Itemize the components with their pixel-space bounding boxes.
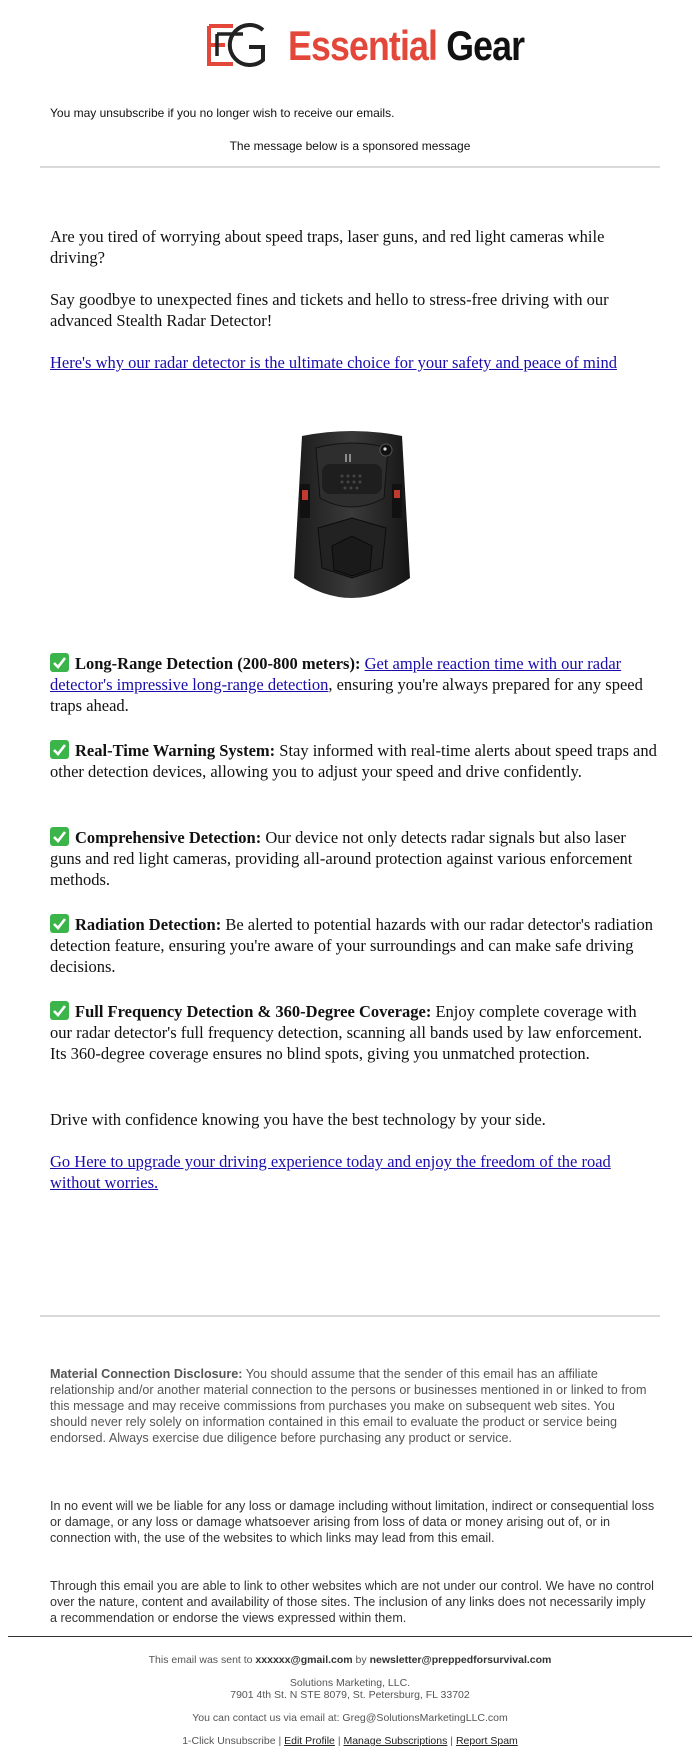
feature-text: , ensuring you're always prepared for any speed traps ahead.	[50, 675, 643, 715]
feature-title: Full Frequency Detection & 360-Degree Coverage:	[75, 1002, 432, 1021]
feature-title: Radiation Detection:	[75, 915, 222, 934]
manage-subscriptions-link[interactable]: Manage Subscriptions	[343, 1735, 448, 1747]
footer-links	[0, 1735, 700, 1748]
one-click-unsubscribe[interactable]: 1-Click Unsubscribe	[182, 1735, 276, 1747]
cta-paragraph	[50, 1151, 660, 1193]
feature-item	[50, 914, 660, 977]
feature-title: Long-Range Detection (200-800 meters):	[75, 654, 361, 673]
divider	[40, 1315, 660, 1317]
footer-divider	[8, 1636, 692, 1637]
intro-link-paragraph	[50, 352, 660, 373]
sender-email: newsletter@preppedforsurvival.com	[369, 1654, 552, 1666]
sent-to-line	[0, 1654, 700, 1667]
feature-text: Stay informed with real-time alerts about speed traps and other detection devices, allowing you to adjust your speed and drive confidently.	[50, 741, 657, 781]
unsubscribe-note: You may unsubscribe if you no longer wish to receive our emails.	[50, 106, 395, 120]
feature-title: Comprehensive Detection:	[75, 828, 262, 847]
brand-logo	[0, 18, 700, 74]
by-word: by	[352, 1654, 370, 1666]
check-mark-icon	[50, 914, 69, 933]
feature-text: Enjoy complete coverage with our radar detector's full frequency detection, scanning all bands used by law enforcement. Its 360-degree coverage ensures no blind spots, giving you unmatched protection.	[50, 1002, 643, 1063]
brand-word-essential: Essential	[288, 22, 438, 69]
brand-name	[288, 18, 524, 74]
radar-detector-image	[282, 428, 422, 613]
separator: |	[275, 1735, 285, 1747]
divider	[40, 166, 660, 168]
check-mark-icon	[50, 1001, 69, 1020]
brand-word-gear: Gear	[446, 22, 525, 69]
closing-paragraph: Drive with confidence knowing you have the best technology by your side.	[50, 1110, 546, 1129]
sent-prefix: This email was sent to	[148, 1654, 256, 1666]
ultimate-choice-link[interactable]: Here's why our radar detector is the ultimate choice for your safety and peace of mind	[50, 353, 617, 372]
liability-notice: In no event will we be liable for any loss or damage including without limitation, indirect or consequential loss or damage, or any loss or damage whatsoever arising from loss of data or money arising out of, or in connection with, the use of the websites to which links may lead from this email.	[50, 1499, 655, 1545]
company-address: 7901 4th St. N STE 8079, St. Petersburg, FL 33702	[230, 1689, 470, 1701]
recipient-email: xxxxxx@gmail.com	[255, 1654, 353, 1666]
check-mark-icon	[50, 827, 69, 846]
eg-logo-icon	[203, 20, 269, 70]
report-spam-link[interactable]: Report Spam	[455, 1735, 518, 1747]
external-links-notice: Through this email you are able to link to other websites which are not under our control. We have no control over the nature, content and availability of those sites. The inclusion of any links does not necessarily imply a recommendation or endorse the views expressed within them.	[50, 1579, 654, 1625]
intro-paragraph-2: Say goodbye to unexpected fines and tickets and hello to stress-free driving with our advanced Stealth Radar Detector!	[50, 290, 609, 330]
feature-text: Be alerted to potential hazards with our radar detector's radiation detection feature, ensuring you're aware of your surroundings and can make safe driving decisions.	[50, 915, 654, 976]
feature-title: Real-Time Warning System:	[75, 741, 276, 760]
feature-item	[50, 740, 660, 782]
sponsored-note: The message below is a sponsored message	[229, 139, 471, 153]
disclosure-heading: Material Connection Disclosure:	[50, 1367, 243, 1381]
separator: |	[447, 1735, 456, 1747]
edit-profile-link[interactable]: Edit Profile	[284, 1735, 335, 1747]
feature-item	[50, 1001, 660, 1064]
feature-item	[50, 827, 660, 890]
check-mark-icon	[50, 740, 69, 759]
intro-paragraph-1: Are you tired of worrying about speed traps, laser guns, and red light cameras while driving?	[50, 227, 605, 267]
long-range-detection-link[interactable]: Get ample reaction time with our radar detector's impressive long-range detection	[50, 654, 622, 694]
disclosure-text: You should assume that the sender of this email has an affiliate relationship and/or another material connection to the persons or businesses mentioned in or linked to from this message and may receive commissions from purchases you make on subsequent web sites. You should never rely solely on information contained in this email to evaluate the product or service being endorsed. Always exercise due diligence before purchasing any product or service.	[50, 1367, 647, 1445]
separator: |	[334, 1735, 344, 1747]
upgrade-cta-link[interactable]: Go Here to upgrade your driving experience today and enjoy the freedom of the road without worries.	[50, 1152, 611, 1192]
contact-line: You can contact us via email at: Greg@SolutionsMarketingLLC.com	[192, 1712, 508, 1724]
feature-text: Our device not only detects radar signals but also laser guns and red light cameras, providing all-around protection against various enforcement methods.	[50, 828, 633, 889]
material-connection-disclosure	[50, 1366, 655, 1446]
feature-item	[50, 653, 660, 716]
check-mark-icon	[50, 653, 69, 672]
company-name: Solutions Marketing, LLC.	[289, 1677, 411, 1689]
